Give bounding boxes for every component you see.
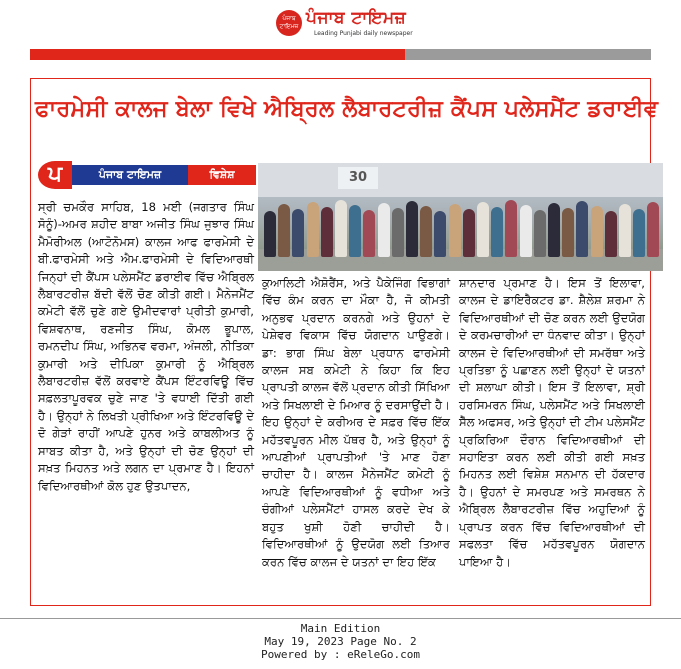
photo-sign: 30 bbox=[338, 167, 378, 189]
photo-person bbox=[406, 201, 418, 257]
badge-letter: ਪ bbox=[38, 161, 72, 189]
photo-person bbox=[307, 202, 319, 257]
footer-edition: Main Edition bbox=[300, 622, 381, 635]
photo-person bbox=[491, 207, 503, 257]
section-badge bbox=[38, 161, 256, 189]
footer-divider bbox=[0, 618, 681, 619]
photo-person bbox=[434, 211, 446, 257]
footer-powered-by: Powered by : eReleGo.com bbox=[261, 648, 420, 661]
photo-person bbox=[576, 201, 588, 257]
article-text-col2: ਕੁਆਲਿਟੀ ਐਸ਼ੋਰੈਂਸ, ਅਤੇ ਪੈਕੇਜਿੰਗ ਵਿਭਾਗਾਂ ਵਿੱਚ ਕੰਮ ਕਰਨ ਦਾ ਮੌਕਾ ਹੈ, ਜੋ ਕੀਮਤੀ ਅਨੁਭਵ ਪ੍ਰਦਾਨ ਕਰਨਗੇ ਅਤੇ ਉਹਨਾਂ ਦੇ ਪੇਸ਼ੇਵਰ ਵਿਕਾਸ ਵਿੱਚ ਯੋਗਦਾਨ ਪਾਉਣਗੇ। ਡਾ: ਭਾਗ ਸਿੰਘ ਬੇਲਾ ਪ੍ਰਧਾਨ ਫਾਰਮੇਸੀ ਕਾਲਜ ਸਬ ਕਮੇਟੀ ਨੇ ਕਿਹਾ ਕਿ ਇਹ ਪ੍ਰਾਪਤੀ ਕਾਲਜ ਵੱਲੋਂ ਪ੍ਰਦਾਨ ਕੀਤੀ ਸਿੱਖਿਆ ਅਤੇ ਸਿਖਲਾਈ ਦੇ ਮਿਆਰ ਨੂੰ ਦਰਸਾਉਂਦੀ ਹੈ। ਇਹ ਉਨ੍ਹਾਂ ਦੇ ਕਰੀਅਰ ਦੇ ਸਫ਼ਰ ਵਿੱਚ ਇੱਕ ਮਹੱਤਵਪੂਰਨ ਮੀਲ ਪੱਥਰ ਹੈ, ਅਤੇ ਉਨ੍ਹਾਂ ਨੂੰ ਆਪਣੀਆਂ ਪ੍ਰਾਪਤੀਆਂ 'ਤੇ ਮਾਣ ਹੋਣਾ ਚਾਹੀਦਾ ਹੈ। ਕਾਲਜ ਮੈਨੇਜਮੈਂਟ ਕਮੇਟੀ ਨੂੰ ਆਪਣੇ ਵਿਦਿਆਰਥੀਆਂ ਨੂੰ ਵਧੀਆ ਅਤੇ ਚੰਗੀਆਂ ਪਲੇਸਮੈਂਟਾਂ ਹਾਸਲ ਕਰਦੇ ਦੇਖ ਕੇ ਬਹੁਤ ਖੁਸ਼ੀ ਹੋਣੀ ਚਾਹੀਦੀ ਹੈ। ਵਿਦਿਆਰਥੀਆਂ ਨੂੰ ਉਦਯੋਗ ਲਈ ਤਿਆਰ ਕਰਨ ਵਿੱਚ ਕਾਲਜ ਦੇ ਯਤਨਾਂ ਦਾ ਇਹ ਇੱਕ bbox=[262, 276, 450, 569]
newspaper-logo-icon: ਪੰਜਾਬ ਟਾਇਮਜ਼ bbox=[276, 10, 302, 36]
photo-person bbox=[449, 204, 461, 257]
photo-building-wall bbox=[258, 163, 663, 197]
photo-person bbox=[534, 210, 546, 257]
badge-label: ਵਿਸ਼ੇਸ਼ bbox=[188, 165, 256, 185]
photo-person bbox=[363, 210, 375, 257]
photo-person bbox=[463, 209, 475, 257]
photo-person bbox=[349, 205, 361, 257]
header-grey-bar bbox=[405, 49, 651, 60]
article-column-3 bbox=[459, 275, 645, 571]
header-red-bar bbox=[30, 49, 405, 60]
photo-person bbox=[321, 207, 333, 257]
photo-person bbox=[562, 208, 574, 257]
photo-person bbox=[505, 200, 517, 257]
newspaper-tagline: Leading Punjabi daily newspaper bbox=[314, 30, 413, 37]
article-text-col1: ਸ੍ਰੀ ਚਮਕੌਰ ਸਾਹਿਬ, 18 ਮਈ (ਜਗਤਾਰ ਸਿੰਘ ਸੋਨੂੰ)-ਅਮਰ ਸ਼ਹੀਦ ਬਾਬਾ ਅਜੀਤ ਸਿੰਘ ਜੁਝਾਰ ਸਿੰਘ ਮੈਮੋਰੀਅਲ (ਆਟੋਨੋਮਸ) ਕਾਲਜ ਆਫ ਫਾਰਮੇਸੀ ਦੇ ਬੀ.ਫਾਰਮੇਸੀ ਅਤੇ ਐਮ.ਫਾਰਮੇਸੀ ਦੇ ਵਿਦਿਆਰਥੀ ਜਿਨ੍ਹਾਂ ਦੀ ਕੈਂਪਸ ਪਲੇਸਮੈਂਟ ਡਰਾਈਵ ਵਿੱਚ ਐਬ੍ਰਿਲ ਲੈਬਾਰਟਰੀਜ਼ ਬੱਦੀ ਵੱਲੋਂ ਚੋਣ ਕੀਤੀ ਗਈ। ਮੈਨੇਜਮੈਂਟ ਕਮੇਟੀ ਵੱਲੋਂ ਚੁਣੇ ਗਏ ਉਮੀਦਵਾਰਾਂ ਪ੍ਰੀਤੀ ਕੁਮਾਰੀ, ਵਿਸ਼ਵਨਾਥ, ਰਣਜੀਤ ਸਿੰਘ, ਕੋਮਲ ਭੂਪਾਲ, ਰਮਨਦੀਪ ਸਿੰਘ, ਅਭਿਨਵ ਵਰਮਾ, ਅੰਜਲੀ, ਨੀਤਿਕਾ ਕੁਮਾਰੀ ਅਤੇ ਦੀਪਿਕਾ ਕੁਮਾਰੀ ਨੂੰ ਐਬ੍ਰਿਲ ਲੈਬਾਰਟਰੀਜ਼ ਵੱਲੋਂ ਕਰਵਾਏ ਕੈਂਪਸ ਇੰਟਰਵਿਊ ਵਿੱਚ ਸਫ਼ਲਤਾਪੂਰਵਕ ਚੁਣੇ ਜਾਣ 'ਤੇ ਵਧਾਈ ਦਿੱਤੀ ਗਈ ਹੈ। ਉਨ੍ਹਾਂ ਨੇ ਲਿਖਤੀ ਪ੍ਰੀਖਿਆ ਅਤੇ ਇੰਟਰਵਿਊ ਦੇ ਦੋ ਗੇੜਾਂ ਰਾਹੀਂ ਆਪਣੇ ਹੁਨਰ ਅਤੇ ਕਾਬਲੀਅਤ ਨੂੰ ਸਾਬਤ ਕੀਤਾ ਹੈ, ਅਤੇ ਉਨ੍ਹਾਂ ਦੀ ਚੋਣ ਉਨ੍ਹਾਂ ਦੀ ਸਖ਼ਤ ਮਿਹਨਤ ਅਤੇ ਲਗਨ ਦਾ ਪ੍ਰਮਾਣ ਹੈ। ਇਹਨਾਂ ਵਿਦਿਆਰਥੀਆਂ ਕੋਲ ਹੁਣ ਉਤਪਾਦਨ, bbox=[38, 200, 254, 493]
newspaper-title: ਪੰਜਾਬ ਟਾਇਮਜ਼ bbox=[306, 8, 407, 28]
photo-person bbox=[264, 211, 276, 257]
article-headline: ਫਾਰਮੇਸੀ ਕਾਲਜ ਬੇਲਾ ਵਿਖੇ ਐਬ੍ਰਿਲ ਲੈਬਾਰਟਰੀਜ਼ ਕੈਂਪਸ ਪਲੇਸਮੈਂਟ ਡਰਾਈਵ bbox=[35, 96, 659, 122]
photo-person bbox=[605, 211, 617, 257]
photo-person bbox=[392, 208, 404, 257]
photo-person bbox=[548, 203, 560, 257]
photo-person bbox=[378, 203, 390, 257]
group-photo bbox=[258, 163, 663, 271]
photo-person bbox=[278, 204, 290, 257]
photo-person bbox=[292, 209, 304, 257]
photo-person bbox=[335, 200, 347, 257]
photo-person bbox=[520, 205, 532, 257]
photo-person bbox=[420, 206, 432, 257]
footer-date-page: May 19, 2023 Page No. 2 bbox=[264, 635, 417, 648]
masthead bbox=[0, 0, 681, 44]
badge-name: ਪੰਜਾਬ ਟਾਇਮਜ਼ bbox=[72, 165, 188, 185]
photo-person bbox=[647, 202, 659, 257]
photo-person bbox=[477, 202, 489, 257]
photo-person bbox=[591, 206, 603, 257]
article-text-col3: ਸ਼ਾਨਦਾਰ ਪ੍ਰਮਾਣ ਹੈ। ਇਸ ਤੋਂ ਇਲਾਵਾ, ਕਾਲਜ ਦੇ ਡਾਇਰੈਕਟਰ ਡਾ. ਸ਼ੈਲੇਸ਼ ਸ਼ਰਮਾ ਨੇ ਵਿਦਿਆਰਥੀਆਂ ਦੀ ਚੋਣ ਕਰਨ ਲਈ ਉਦਯੋਗ ਦੇ ਕਰਮਚਾਰੀਆਂ ਦਾ ਧੰਨਵਾਦ ਕੀਤਾ। ਉਨ੍ਹਾਂ ਕਾਲਜ ਦੇ ਵਿਦਿਆਰਥੀਆਂ ਦੀ ਸਮਰੱਥਾ ਅਤੇ ਪ੍ਰਤਿਭਾ ਨੂੰ ਪਛਾਣਨ ਲਈ ਉਨ੍ਹਾਂ ਦੇ ਯਤਨਾਂ ਦੀ ਸ਼ਲਾਘਾ ਕੀਤੀ। ਇਸ ਤੋਂ ਇਲਾਵਾ, ਸ਼੍ਰੀ ਹਰਸਿਮਰਨ ਸਿੰਘ, ਪਲੇਸਮੈਂਟ ਅਤੇ ਸਿਖਲਾਈ ਸੈੱਲ ਅਫਸਰ, ਅਤੇ ਉਨ੍ਹਾਂ ਦੀ ਟੀਮ ਪਲੇਸਮੈਂਟ ਪ੍ਰਕਿਰਿਆ ਦੌਰਾਨ ਵਿਦਿਆਰਥੀਆਂ ਦੀ ਸਹਾਇਤਾ ਕਰਨ ਲਈ ਕੀਤੀ ਗਈ ਸਖ਼ਤ ਮਿਹਨਤ ਲਈ ਵਿਸ਼ੇਸ਼ ਸਨਮਾਨ ਦੀ ਹੱਕਦਾਰ ਹੈ। ਉਹਨਾਂ ਦੇ ਸਮਰਪਣ ਅਤੇ ਸਮਰਥਨ ਨੇ ਐਬ੍ਰਿਲ ਲੈਬਾਰਟਰੀਜ਼ ਵਿੱਚ ਅਹੁਦਿਆਂ ਨੂੰ ਪ੍ਰਾਪਤ ਕਰਨ ਵਿੱਚ ਵਿਦਿਆਰਥੀਆਂ ਦੀ ਸਫਲਤਾ ਵਿੱਚ ਮਹੱਤਵਪੂਰਨ ਯੋਗਦਾਨ ਪਾਇਆ ਹੈ। bbox=[459, 276, 645, 569]
photo-person bbox=[619, 204, 631, 257]
article-column-1 bbox=[38, 199, 254, 495]
photo-person bbox=[633, 209, 645, 257]
article-column-2 bbox=[262, 275, 450, 571]
page-footer bbox=[0, 622, 681, 661]
